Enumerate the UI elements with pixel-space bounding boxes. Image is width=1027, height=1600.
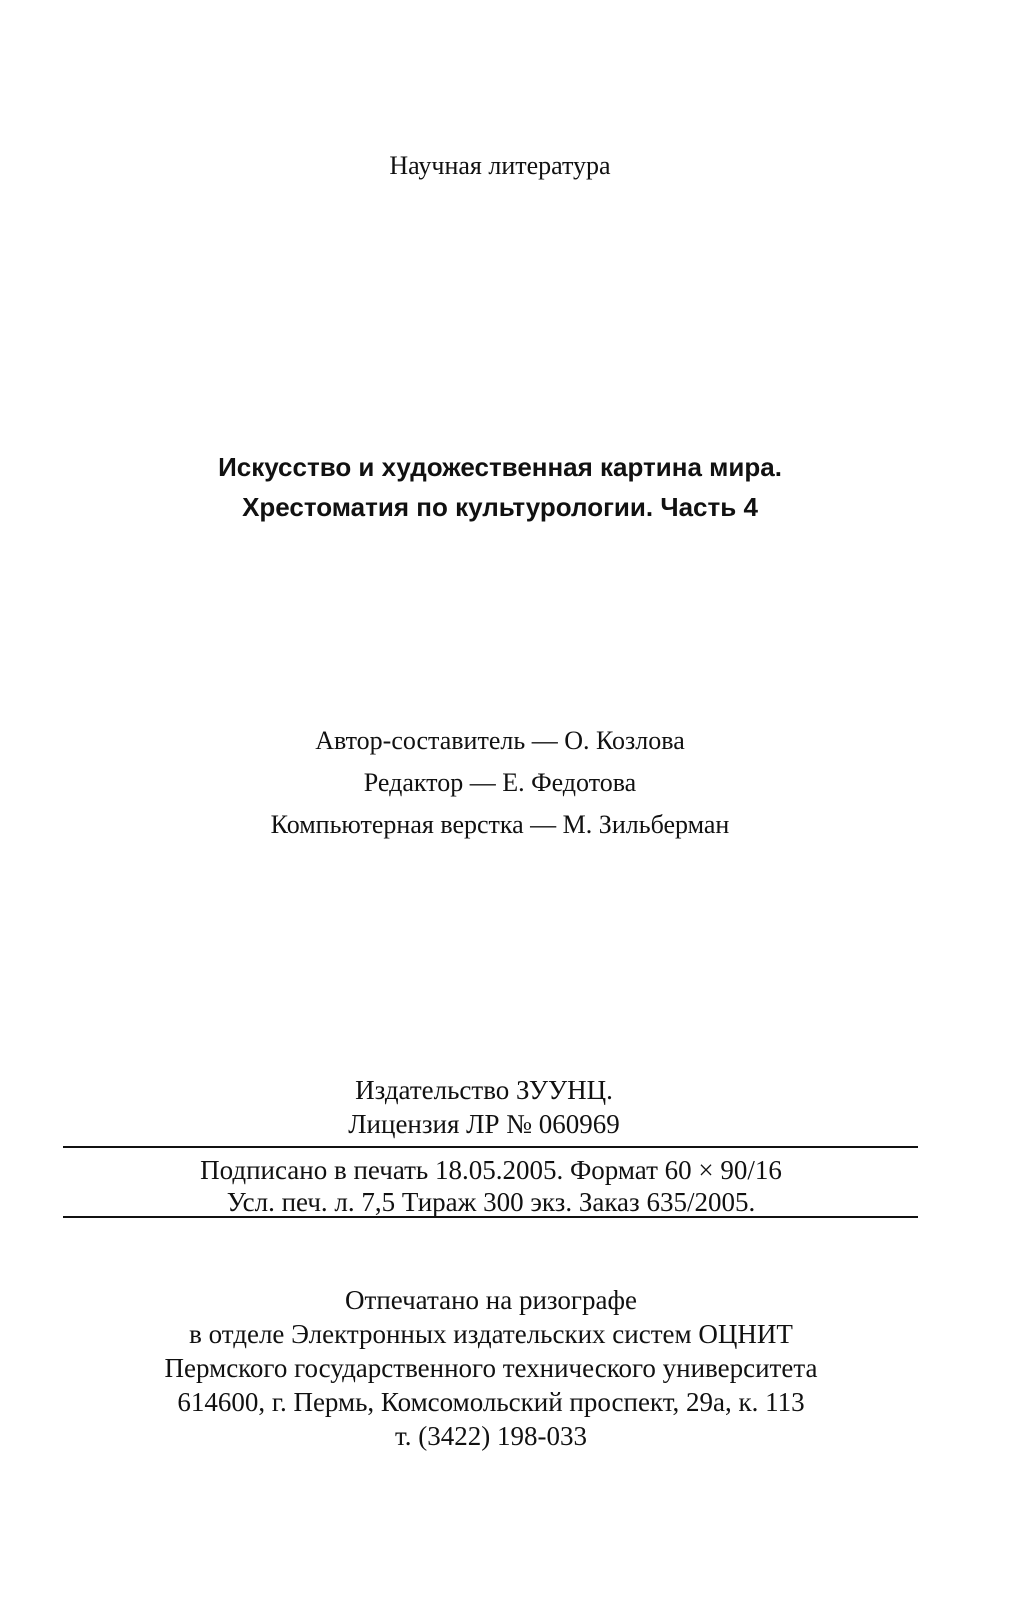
credit-compiler: Автор-составитель — О. Козлова — [315, 726, 685, 755]
book-title-line-1: Искусство и художественная картина мира. — [218, 452, 782, 482]
publisher-name: Издательство ЗУУНЦ. — [355, 1075, 613, 1105]
imprint-line-1: Подписано в печать 18.05.2005. Формат 60 × 90/16 — [200, 1155, 782, 1185]
divider-top — [63, 1146, 918, 1148]
printer-line-2: в отделе Электронных издательских систем ОЦНИТ — [189, 1319, 793, 1349]
printer-info — [0, 1283, 982, 1453]
credit-layout: Компьютерная верстка — М. Зильберман — [270, 810, 730, 839]
publisher-info — [0, 1073, 968, 1141]
printer-line-3: Пермского государственного технического университета — [164, 1353, 818, 1383]
book-title — [0, 447, 1000, 527]
book-title-line-2: Хрестоматия по культурологии. Часть 4 — [242, 492, 758, 522]
credit-editor: Редактор — Е. Федотова — [363, 768, 637, 797]
printer-phone: т. (3422) 198-033 — [395, 1421, 587, 1451]
credits — [0, 720, 1000, 846]
divider-bottom — [63, 1216, 918, 1218]
printer-line-4: 614600, г. Пермь, Комсомольский проспект, 29а, к. 113 — [177, 1387, 805, 1417]
printer-line-1: Отпечатано на ризографе — [345, 1285, 637, 1315]
publisher-license: Лицензия ЛР № 060969 — [348, 1109, 620, 1139]
imprint-info — [0, 1154, 982, 1218]
series-label: Научная литература — [389, 151, 611, 180]
imprint-line-2: Усл. печ. л. 7,5 Тираж 300 экз. Заказ 635/2005. — [226, 1187, 756, 1217]
